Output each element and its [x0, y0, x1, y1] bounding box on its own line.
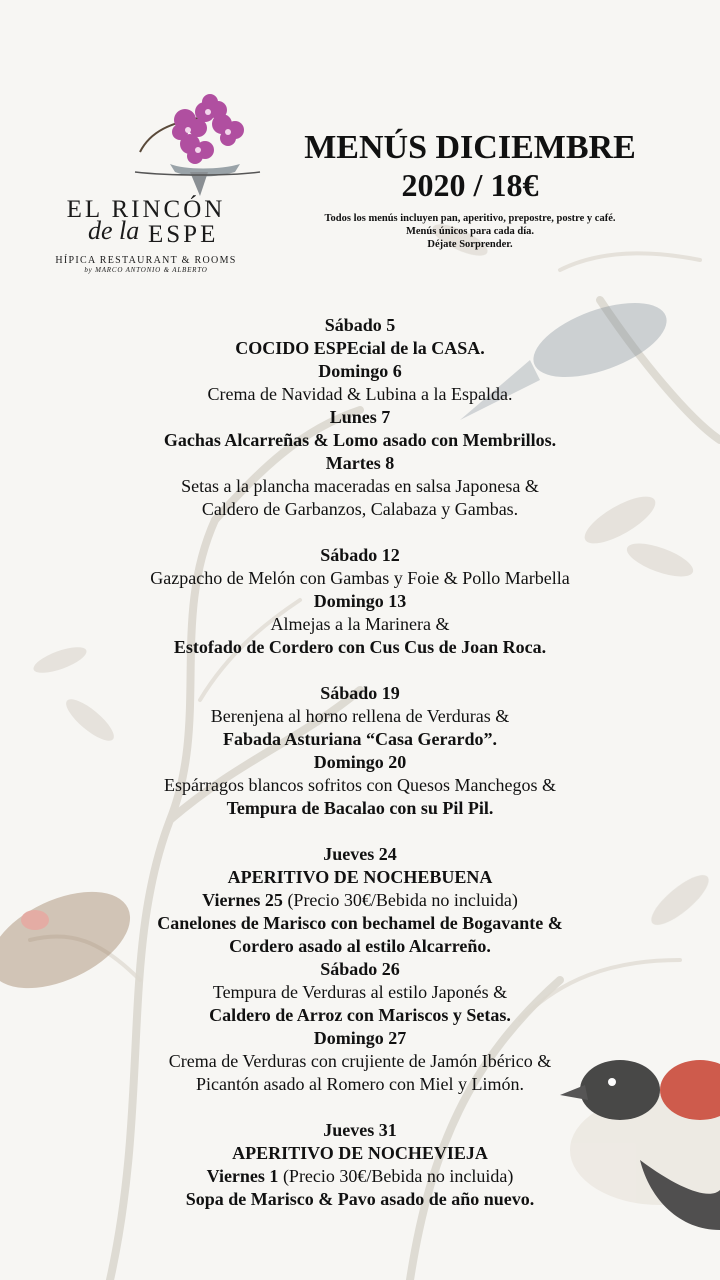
- logo-de-la: de la: [88, 216, 140, 245]
- menu-week-3: [60, 682, 660, 820]
- dish-line: Espárragos blancos sofritos con Quesos Manchegos &: [164, 775, 556, 795]
- day-heading: Sábado 5: [324, 315, 396, 335]
- logo-name: EL RINCÓN: [66, 196, 226, 223]
- dish-line: Crema de Navidad & Lubina a la Espalda.: [207, 384, 513, 404]
- menu-list: [60, 314, 660, 1234]
- day-label: Viernes 1: [206, 1166, 279, 1186]
- day-label: Viernes 25: [202, 890, 283, 910]
- dish-line: Picantón asado al Romero con Miel y Limón.: [196, 1074, 524, 1094]
- orchid-icon: [30, 92, 262, 202]
- menu-week-5: [60, 1119, 660, 1211]
- day-heading: Domingo 27: [313, 1028, 407, 1048]
- special-heading: APERITIVO DE NOCHEBUENA: [227, 867, 493, 887]
- dish-line: Sopa de Marisco & Pavo asado de año nuevo.: [185, 1189, 535, 1209]
- logo-tagline: HÍPICA RESTAURANT & ROOMS: [55, 255, 237, 266]
- dish-line: Tempura de Verduras al estilo Japonés &: [212, 982, 508, 1002]
- dish-line: Almejas a la Marinera &: [270, 614, 450, 634]
- day-heading: Lunes 7: [329, 407, 391, 427]
- dish-line: Cordero asado al estilo Alcarreño.: [229, 936, 491, 956]
- day-heading: Jueves 31: [323, 1120, 397, 1140]
- note-unique: Menús únicos para cada día.: [405, 226, 535, 237]
- dish-line: Crema de Verduras con crujiente de Jamón Ibérico &: [168, 1051, 552, 1071]
- menu-notes: [270, 212, 670, 251]
- page-title: MENÚS DICIEMBRE: [304, 129, 636, 166]
- dish-line: Berenjena al horno rellena de Verduras &: [210, 706, 510, 726]
- dish-line: Setas a la plancha maceradas en salsa Japonesa &: [181, 476, 539, 496]
- dish-line: Caldero de Arroz con Mariscos y Setas.: [209, 1005, 511, 1025]
- special-heading: APERITIVO DE NOCHEVIEJA: [232, 1143, 488, 1163]
- day-heading-price: [60, 889, 660, 912]
- dish-line: Tempura de Bacalao con su Pil Pil.: [226, 798, 494, 818]
- day-heading: Domingo 13: [313, 591, 407, 611]
- restaurant-logo: [30, 92, 262, 272]
- day-heading: Martes 8: [325, 453, 395, 473]
- day-heading: Sábado 19: [320, 683, 400, 703]
- menu-week-4: [60, 843, 660, 1096]
- dish-line: Fabada Asturiana “Casa Gerardo”.: [222, 729, 498, 749]
- day-heading: Domingo 20: [313, 752, 407, 772]
- dish-line: Gachas Alcarreñas & Lomo asado con Membrillos.: [163, 430, 557, 450]
- note-includes: Todos los menús incluyen pan, aperitivo, prepostre, postre y café.: [324, 213, 616, 224]
- dish-line: Gazpacho de Melón con Gambas y Foie & Pollo Marbella: [150, 568, 570, 588]
- day-heading: Domingo 6: [318, 361, 402, 381]
- menu-header: [270, 130, 670, 251]
- logo-espe: ESPE: [148, 221, 219, 248]
- day-heading-price: [60, 1165, 660, 1188]
- menu-week-2: [60, 544, 660, 659]
- dish-line: COCIDO ESPEcial de la CASA.: [235, 338, 485, 358]
- price-note: (Precio 30€/Bebida no incluida): [278, 1166, 514, 1186]
- day-heading: Sábado 12: [320, 545, 400, 565]
- dish-line: Canelones de Marisco con bechamel de Bogavante &: [157, 913, 563, 933]
- menu-week-1: [60, 314, 660, 521]
- dish-line: Estofado de Cordero con Cus Cus de Joan Roca.: [173, 637, 547, 657]
- logo-byline: by MARCO ANTONIO & ALBERTO: [84, 266, 208, 274]
- note-surprise: Déjate Sorprender.: [427, 239, 513, 250]
- price-subtitle: 2020 / 18€: [401, 167, 539, 203]
- day-heading: Jueves 24: [323, 844, 397, 864]
- price-note: (Precio 30€/Bebida no incluida): [282, 890, 518, 910]
- day-heading: Sábado 26: [320, 959, 400, 979]
- dish-line: Caldero de Garbanzos, Calabaza y Gambas.: [201, 499, 519, 519]
